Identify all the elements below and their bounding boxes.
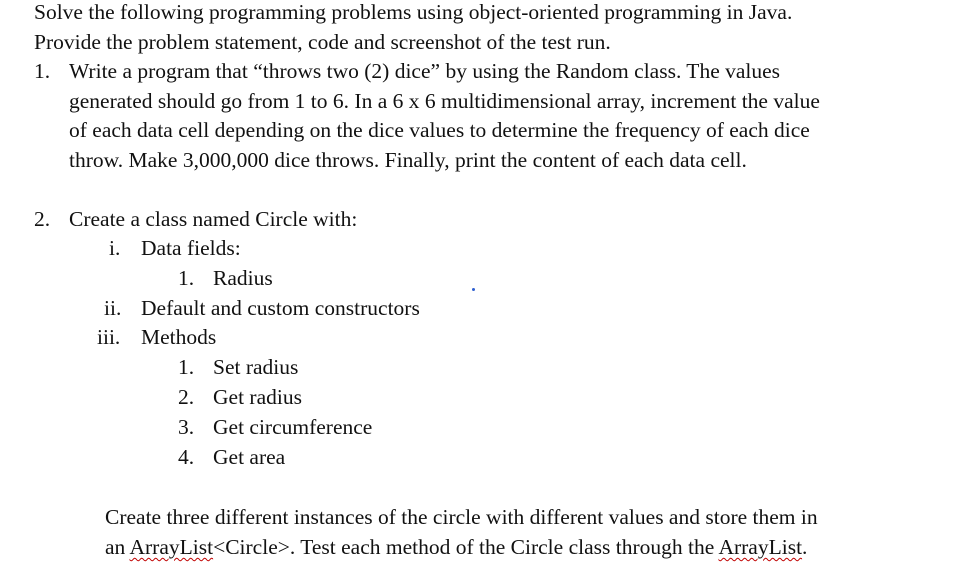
method-1-text: Set radius [213, 355, 299, 379]
arraylist-term-1: ArrayList [129, 535, 214, 559]
closing-line-2-part-a: an [105, 535, 130, 559]
closing-line-2-part-c: <Circle>. Test each method of the Circle class through the [213, 535, 719, 559]
problem-1-number: 1. [34, 59, 51, 83]
item-i-marker: i. [109, 236, 121, 260]
intro-line-2: Provide the problem statement, code and screenshot of the test run. [34, 30, 611, 54]
method-2-marker: 2. [178, 385, 195, 409]
problem-1-line-2: generated should go from 1 to 6. In a 6 x 6 multidimensional array, increment the value [69, 89, 820, 113]
method-3-marker: 3. [178, 415, 195, 439]
item-ii-text: Default and custom constructors [141, 296, 420, 320]
problem-1-line-3: of each data cell depending on the dice values to determine the frequency of each dice [69, 118, 810, 142]
item-iii-marker: iii. [97, 325, 121, 349]
data-field-1-marker: 1. [178, 266, 195, 290]
item-ii-marker: ii. [104, 296, 122, 320]
stray-dot [472, 288, 475, 291]
closing-line-1: Create three different instances of the circle with different values and store them in [105, 505, 818, 529]
problem-2-title: Create a class named Circle with: [69, 207, 358, 231]
closing-line-2 [105, 532, 807, 562]
problem-1-line-1: Write a program that “throws two (2) dice” by using the Random class. The values [69, 59, 781, 83]
method-4-text: Get area [213, 445, 286, 469]
intro-line-1: Solve the following programming problems using object-oriented programming in Java. [34, 0, 793, 24]
method-1-marker: 1. [178, 355, 195, 379]
data-field-1-text: Radius [213, 266, 273, 290]
method-2-text: Get radius [213, 385, 302, 409]
item-i-text: Data fields: [141, 236, 241, 260]
item-iii-text: Methods [141, 325, 217, 349]
problem-2-number: 2. [34, 207, 51, 231]
arraylist-term-2: ArrayList [718, 535, 803, 559]
method-4-marker: 4. [178, 445, 195, 469]
problem-1-line-4: throw. Make 3,000,000 dice throws. Finally, print the content of each data cell. [69, 148, 747, 172]
closing-line-2-part-e: . [802, 535, 808, 559]
method-3-text: Get circumference [213, 415, 373, 439]
